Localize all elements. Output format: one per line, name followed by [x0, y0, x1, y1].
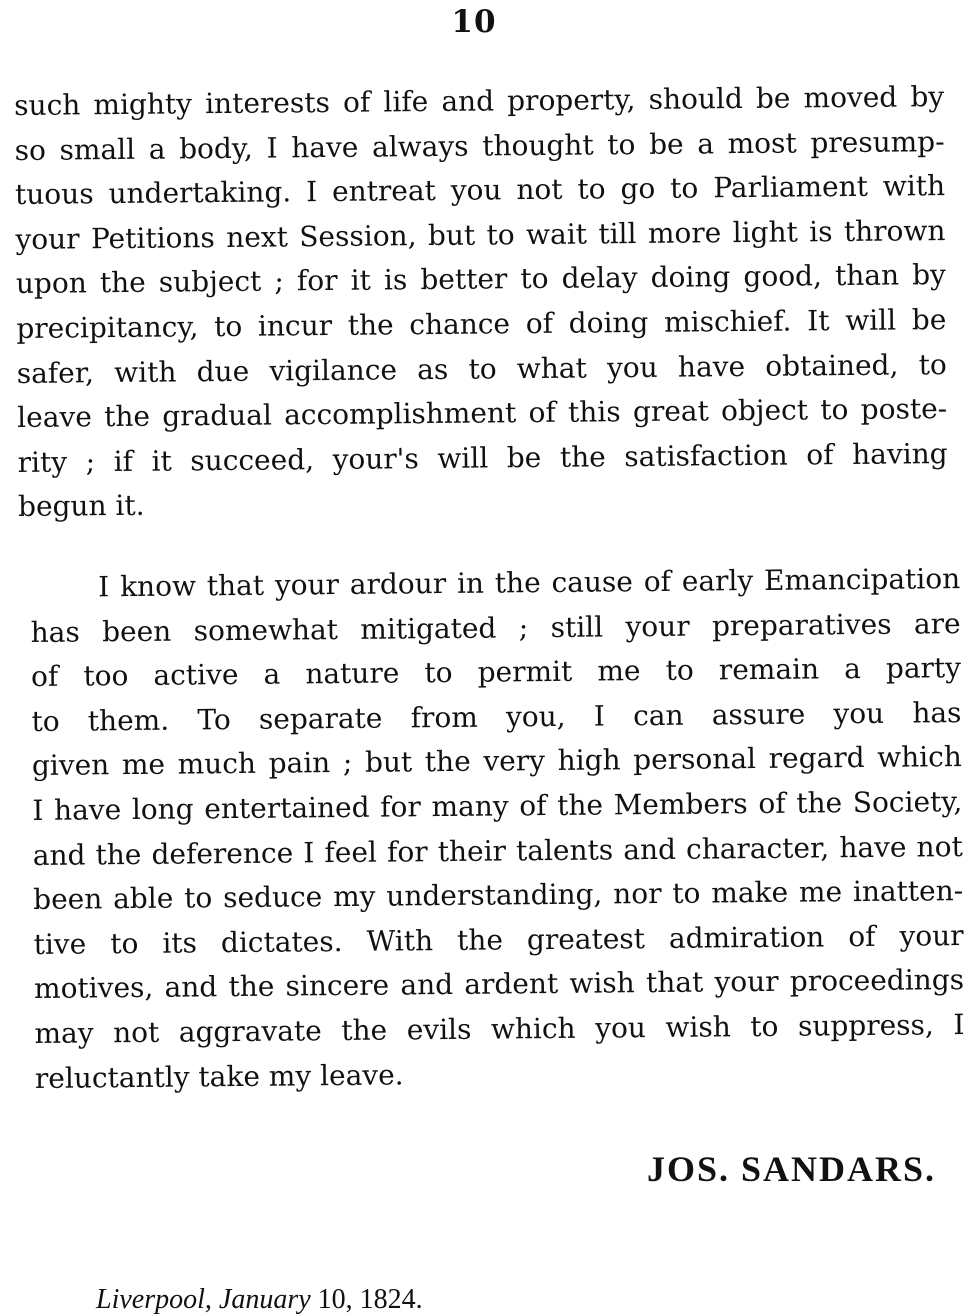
text-line: I know that your ardour in the cause of early Emancipation	[98, 562, 961, 604]
dateline-place: Liverpool,	[96, 1284, 212, 1315]
text-line: given me much pain ; but the very high personal regard which	[31, 740, 963, 783]
text-line: leave the gradual accomplishment of this great object to poste-	[17, 392, 948, 435]
text-line: motives, and the sincere and ardent wish that your proceedings	[33, 963, 965, 1006]
paragraph-2	[30, 557, 965, 1101]
dateline	[96, 1284, 423, 1316]
text-line: precipitancy, to incur the chance of doing mischief. It will be	[16, 303, 947, 345]
paragraph-1	[14, 75, 948, 530]
text-line: rity ; if it succeed, your's will be the satisfaction of having	[17, 436, 948, 479]
page-number: 10	[451, 4, 497, 40]
signature: JOS. SANDARS.	[646, 1149, 936, 1189]
text-line: to them. To separate from you, I can assure you has	[31, 695, 962, 738]
dateline-month: January	[218, 1284, 311, 1315]
text-line: tuous undertaking. I entreat you not to go to Parliament with	[14, 169, 946, 212]
text-line: and the deference I feel for their talents and character, have not	[32, 829, 963, 872]
text-line: upon the subject ; for it is better to delay doing good, than by	[15, 258, 947, 301]
text-line: safer, with due vigilance as to what you have obtained, to	[16, 347, 947, 390]
text-line: reluctantly take my leave.	[34, 1057, 404, 1095]
text-line: has been somewhat mitigated ; still your preparatives are	[30, 606, 961, 649]
dateline-day-year: 10, 1824.	[317, 1284, 423, 1315]
text-line: I have long entertained for many of the Members of the Society,	[32, 785, 963, 827]
text-line: of too active a nature to permit me to remain a party	[30, 651, 962, 694]
text-line: such mighty interests of life and property, should be moved by	[14, 80, 945, 122]
text-line: begun it.	[17, 489, 145, 524]
text-line: your Petitions next Session, but to wait till more light is thrown	[15, 213, 946, 256]
text-line: tive to its dictates. With the greatest admiration of your	[33, 918, 964, 961]
text-line: so small a body, I have always thought to be a most presump-	[14, 124, 945, 167]
text-line: been able to seduce my understanding, nor to make me inatten-	[33, 874, 964, 917]
text-line: may not aggravate the evils which you wish to suppress, I	[34, 1007, 965, 1050]
